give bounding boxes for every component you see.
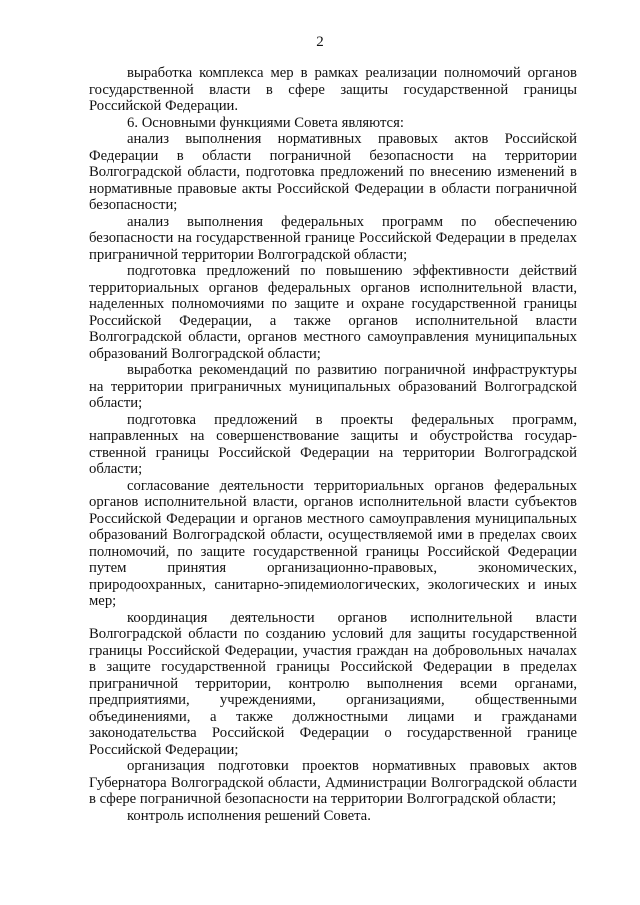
paragraph-section-6-heading: 6. Основными функциями Совета являются: <box>127 114 404 131</box>
paragraph-analysis-federal-programs: анализ выполнения федеральных программ по обеспечению безопасности на государственной границе Российской Федерации в пределах приграничной территории Волгоградской области; <box>89 213 577 263</box>
document-body <box>89 65 577 824</box>
paragraph-decision-control: контроль исполнения решений Совета. <box>127 807 371 824</box>
paragraph-measures: выработка комплекса мер в рамках реализации полномочий органов государственной власти в сфере защиты государственной границы Российской Федерации. <box>89 65 577 114</box>
paragraph-federal-program-proposals: подготовка предложений в проекты федеральных программ, направленных на совершенствование защиты и обустройства государственной границы Российской Федерации на территории Волгоградской области; <box>89 411 577 477</box>
paragraph-draft-legal-acts: организация подготовки проектов нормативных правовых актов Губернатора Волгоградской области, Администрации Волгоградской области в сфере пограничной безопасности на территории Волгоградской области; <box>89 758 577 807</box>
paragraph-coordination-of-activities: согласование деятельности территориальных органов федеральных органов исполнительной власти, органов исполнительной власти субъектов Российской Федерации и органов местного самоуправления муниципальных образований Волгоградской области, осуществляемой ими в пределах своих полномочий, по защите государственной границы Российской Федерации путем принятия организационно-правовых, экономических, природоохранных, санитарно-эпидемиологических, экологических и иных мер; <box>89 477 577 609</box>
paragraph-efficiency-proposals: подготовка предложений по повышению эффективности действий территориальных органов федеральных органов исполнительной власти, наделенных полномочиями по защите и охране государственной границы Российской Федерации, а также органов исполнительной власти Волгоградской области, органов местного самоуправления муниципальных образований Волгоградской области; <box>89 263 577 362</box>
paragraph-infrastructure-recommendations: выработка рекомендаций по развитию пограничной инфраструктуры на территории приграничных муниципальных образований Волгоградской области; <box>89 362 577 411</box>
paragraph-analysis-legal-acts: анализ выполнения нормативных правовых актов Российской Федерации в области пограничной безопасности на территории Волгоградской области, подготовка предложений по внесению изменений в нормативные правовые акты Российской Федерации в области пограничной безопасности; <box>89 131 577 213</box>
page-number: 2 <box>316 34 324 50</box>
paragraph-executive-coordination: координация деятельности органов исполнительной власти Волгоградской области по созданию условий для защиты государственной границы Российской Федерации, участия граждан на добровольных началах в защите государственной границы Российской Федерации в пределах приграничной территории, контролю выполнения всеми органами, предприятиями, учреждениями, организациями, общественными объединениями, а также должностными лицами и гражданами законодательства Российской Федерации о государственной границе Российской Федерации; <box>89 609 577 758</box>
